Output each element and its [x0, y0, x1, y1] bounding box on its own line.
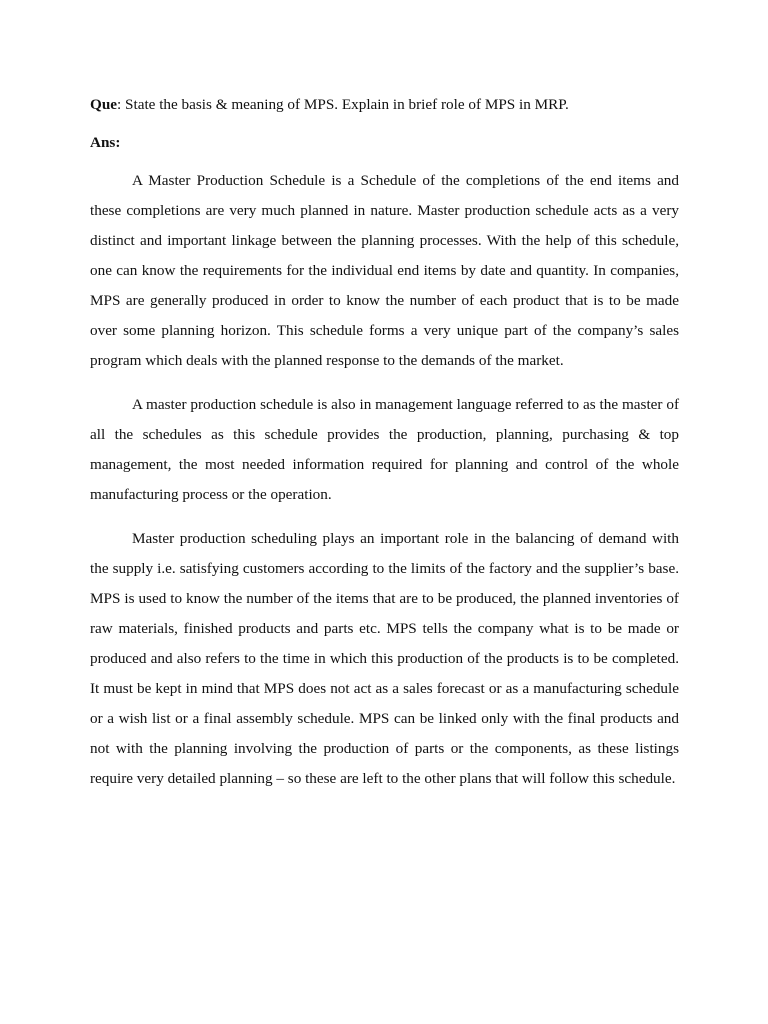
question-text: State the basis & meaning of MPS. Explain in brief role of MPS in MRP.	[125, 96, 569, 113]
question-line	[90, 90, 679, 120]
answer-paragraph-1: A Master Production Schedule is a Schedule of the completions of the end items and these completions are very much planned in nature. Master production schedule acts as a very distinct and important linkage between the planning processes. With the help of this schedule, one can know the requirements for the individual end items by date and quantity. In companies, MPS are generally produced in order to know the number of each product that is to be made over some planning horizon. This schedule forms a very unique part of the company’s sales program which deals with the planned response to the demands of the market.	[90, 172, 679, 369]
answer-paragraph-3: Master production scheduling plays an important role in the balancing of demand with the supply i.e. satisfying customers according to the limits of the factory and the supplier’s base. MPS is used to know the number of the items that are to be produced, the planned inventories of raw materials, finished products and parts etc. MPS tells the company what is to be made or produced and also refers to the time in which this production of the products is to be completed. It must be kept in mind that MPS does not act as a sales forecast or as a manufacturing schedule or a wish list or a final assembly schedule. MPS can be linked only with the final products and not with the planning involving the production of parts or the components, as these listings require very detailed planning – so these are left to the other plans that will follow this schedule.	[90, 530, 679, 787]
document-page	[90, 90, 679, 808]
question-separator: :	[117, 96, 126, 113]
answer-label: Ans:	[90, 134, 121, 151]
question-label: Que	[90, 96, 118, 113]
answer-paragraph-2: A master production schedule is also in management language referred to as the master of all the schedules as this schedule provides the production, planning, purchasing & top management, the most needed information required for planning and control of the whole manufacturing process or the operation.	[90, 396, 679, 503]
